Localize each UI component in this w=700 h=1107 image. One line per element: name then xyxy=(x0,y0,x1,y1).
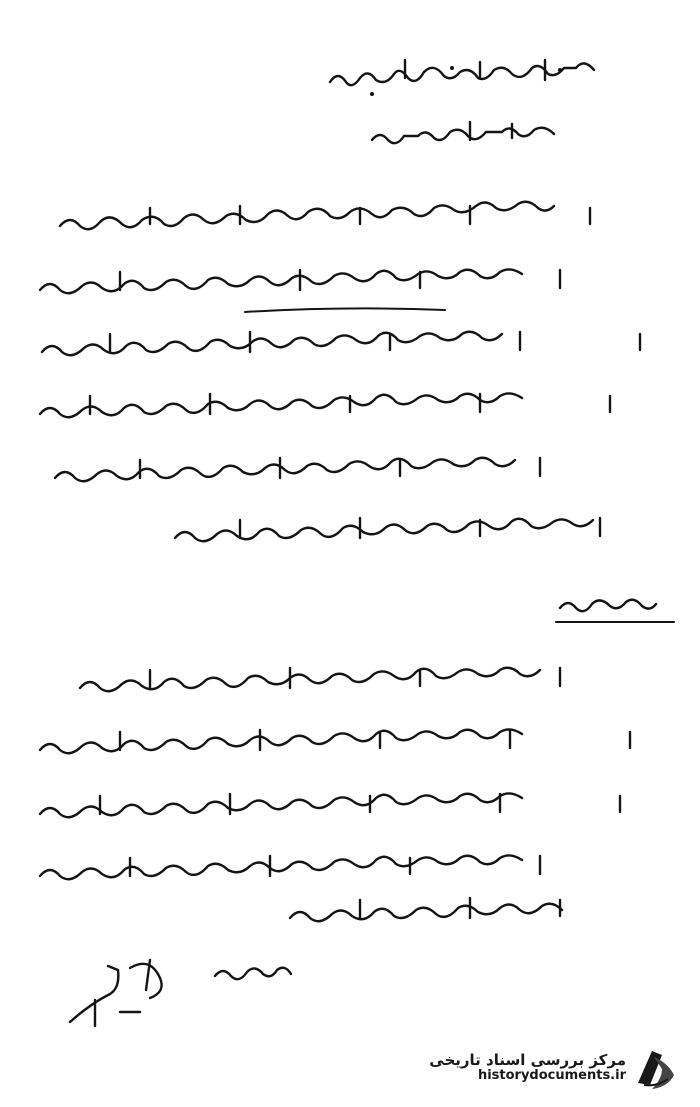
watermark-text xyxy=(429,1052,626,1084)
closing-signature xyxy=(70,960,291,1026)
watermark-url: historydocuments.ir xyxy=(477,1068,626,1084)
header-line-1 xyxy=(330,60,594,96)
body-paragraph-2 xyxy=(40,668,630,921)
archive-watermark xyxy=(429,1045,678,1091)
section-heading xyxy=(556,600,674,622)
header-line-2 xyxy=(372,122,554,143)
watermark-title: مرکز بررسی اسناد تاریخی xyxy=(429,1050,626,1069)
body-paragraph-1 xyxy=(40,202,640,541)
archive-logo-icon xyxy=(632,1045,678,1091)
